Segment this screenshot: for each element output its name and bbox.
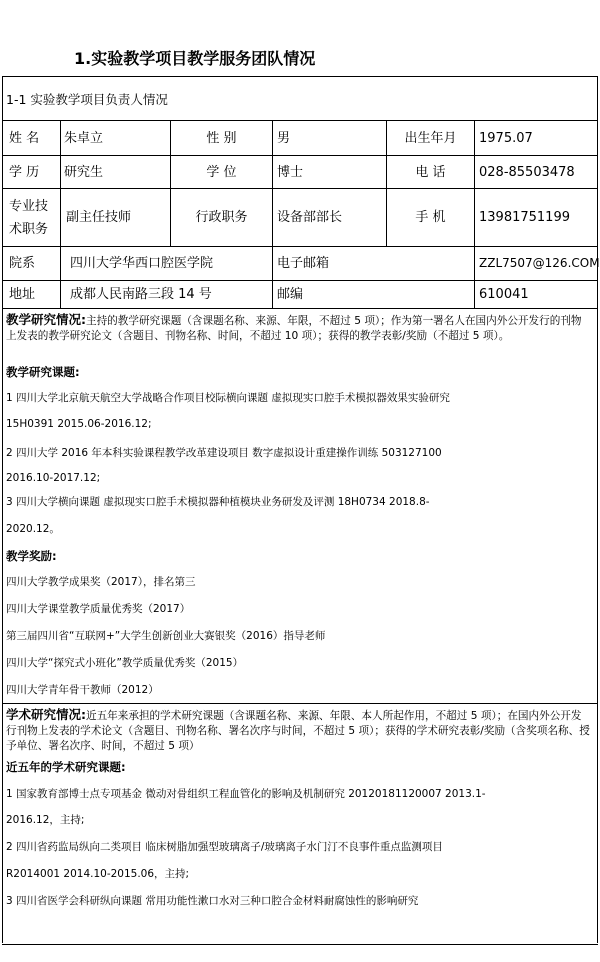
admin-value: 设备部部长 <box>277 210 343 225</box>
grid-line <box>272 120 273 308</box>
academic-heading: 学术研究情况: <box>6 707 86 722</box>
table-border-right <box>597 76 598 943</box>
title-label <box>3 189 66 246</box>
mobile-value: 13981751199 <box>479 210 570 225</box>
list-item: 3 四川省医学会科研纵向课题 常用功能性漱口水对三种口腔合金材料耐腐蚀性的影响研究 <box>6 895 419 907</box>
list-item: 2 四川大学 2016 年本科实验课程教学改革建设项目 数字虚拟设计重建操作训练 503127100 <box>6 447 442 459</box>
list-item: 2016.10-2017.12; <box>6 472 101 484</box>
section-1-1-title: 1-1 实验教学项目负责人情况 <box>6 92 168 107</box>
list-item: R2014001 2014.10-2015.06，主持; <box>6 868 190 880</box>
list-item: 第三届四川省“互联网+”大学生创新创业大赛银奖（2016）指导老师 <box>6 630 326 642</box>
admin-label: 行政职务 <box>195 210 248 225</box>
title-label-line-1: 专业技 <box>9 198 49 214</box>
gender-label: 性 别 <box>206 130 237 146</box>
academic-projects-heading: 近五年的学术研究课题: <box>6 760 126 774</box>
dept-label: 院系 <box>9 256 36 271</box>
email-label: 电子邮箱 <box>277 256 330 271</box>
page-title: 1.实验教学项目教学服务团队情况 <box>74 49 316 68</box>
degree-value: 博士 <box>277 164 304 180</box>
grid-line <box>2 308 598 309</box>
edu-value: 研究生 <box>64 164 104 180</box>
teaching-intro <box>6 312 592 344</box>
list-item: 15H0391 2015.06-2016.12; <box>6 418 152 430</box>
teaching-projects-heading: 教学研究课题: <box>6 365 80 379</box>
list-item: 四川大学“探究式小班化”教学质量优秀奖（2015） <box>6 657 244 669</box>
email-value: ZZL7507@126.COM <box>479 256 600 270</box>
list-item: 2016.12，主持; <box>6 814 85 826</box>
addr-value: 成都人民南路三段 14 号 <box>70 287 212 302</box>
dept-value: 四川大学华西口腔医学院 <box>70 256 214 271</box>
edu-label: 学 历 <box>9 164 40 180</box>
list-item: 3 四川大学横向课题 虚拟现实口腔手术模拟器种植模块业务研发及评测 18H0734 2018.8- <box>6 496 430 508</box>
gender-value: 男 <box>277 130 291 146</box>
zip-label: 邮编 <box>277 287 304 302</box>
list-item: 四川大学课堂教学质量优秀奖（2017） <box>6 603 191 615</box>
title-value: 副主任技师 <box>66 210 132 225</box>
academic-intro-text: 近五年来承担的学术研究课题（含课题名称、来源、年限、本人所起作用，不超过 5 项）；在国内外公开发行刊物上发表的学术论文（含题目、刊物名称、署名次序与时间，不超过 5 项）；获得的学术研究表彰/奖励（含奖项名称、授予单位、署名次序、时间，不超过 5 项） <box>6 710 590 752</box>
list-item: 四川大学教学成果奖（2017），排名第三 <box>6 576 196 588</box>
list-item: 2 四川省药监局纵向二类项目 临床树脂加强型玻璃离子/玻璃离子水门汀不良事件重点监测项目 <box>6 841 443 853</box>
phone-value: 028-85503478 <box>479 164 575 180</box>
mobile-label: 手 机 <box>415 210 446 225</box>
name-value: 朱卓立 <box>64 130 104 146</box>
list-item: 四川大学青年骨干教师（2012） <box>6 684 159 696</box>
teaching-intro-text: 主持的教学研究课题（含课题名称、来源、年限，不超过 5 项）；作为第一署名人在国内外公开发行的刊物上发表的教学研究论文（含题目、刊物名称、时间，不超过 10 项）；获得的教学表彰/奖励（不超过 5 项）。 <box>6 315 582 342</box>
list-item: 2020.12。 <box>6 523 60 535</box>
section-divider <box>2 703 598 704</box>
phone-label: 电 话 <box>415 164 446 180</box>
zip-value: 610041 <box>479 287 529 302</box>
teaching-heading: 教学研究情况: <box>6 312 86 327</box>
addr-label: 地址 <box>9 287 36 302</box>
name-label: 姓 名 <box>9 130 40 146</box>
birth-value: 1975.07 <box>479 130 533 146</box>
teaching-awards-heading: 教学奖励: <box>6 549 57 563</box>
degree-label: 学 位 <box>206 164 237 180</box>
grid-line <box>474 120 475 308</box>
list-item: 1 四川大学北京航天航空大学战略合作项目校际横向课题 虚拟现实口腔手术模拟器效果实验研究 <box>6 392 450 404</box>
birth-label: 出生年月 <box>404 130 457 146</box>
academic-intro <box>6 707 592 754</box>
title-label-line-2: 术职务 <box>9 221 49 237</box>
list-item: 1 国家教育部博士点专项基金 微动对骨组织工程血管化的影响及机制研究 20120181120007 2013.1- <box>6 788 486 800</box>
